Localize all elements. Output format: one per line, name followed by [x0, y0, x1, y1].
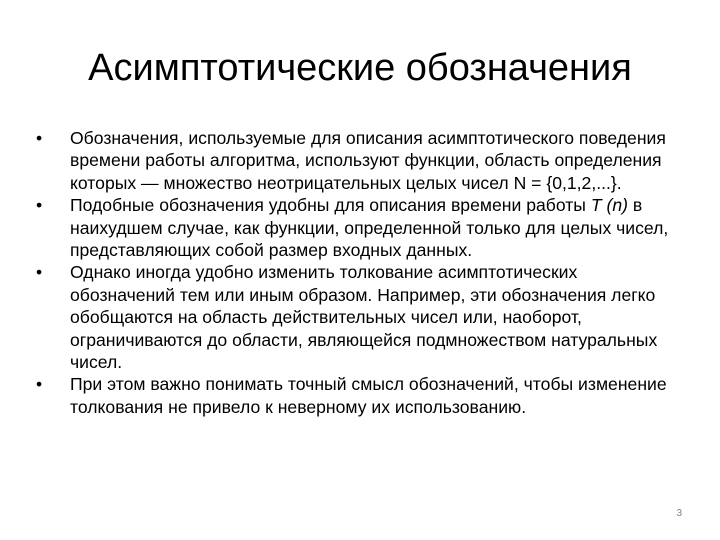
bullet-marker: • [36, 262, 43, 283]
bullet-text-post: в наихудшем случае, как функции, определенной только для целых чисел, представляющих собой размер входных данных. [70, 195, 669, 261]
bullet-item-3 [36, 261, 676, 373]
bullet-list [36, 127, 676, 418]
bullet-text-italic-term: T (n) [590, 195, 628, 216]
bullet-text: Обозначения, используемые для описания асимптотического поведения времени работы алгоритма, используют функции, область определения которых — множество неотрицательных целых чисел N = {0,1,2,...}. [70, 128, 666, 193]
bullet-marker: • [36, 128, 43, 148]
bullet-marker: • [36, 374, 43, 395]
bullet-text-pre: Подобные обозначения удобны для описания времени работы [70, 195, 591, 216]
bullet-marker: • [36, 195, 43, 216]
bullet-text: Однако иногда удобно изменить толкование асимптотических обозначений тем или иным образом. Например, эти обозначения легко обобщаются на область действительных чисел или, наоборот, ограничиваются до области, являющейся подмножеством натуральных чисел. [70, 262, 658, 373]
page-number: 3 [676, 508, 682, 519]
bullet-text: При этом важно понимать точный смысл обозначений, чтобы изменение толкования не привело к неверному их использованию. [70, 374, 667, 417]
bullet-item-1 [36, 127, 676, 194]
bullet-item-4 [36, 373, 676, 418]
slide-title: Асимптотические обозначения [88, 47, 632, 89]
bullet-item-2 [36, 194, 676, 261]
